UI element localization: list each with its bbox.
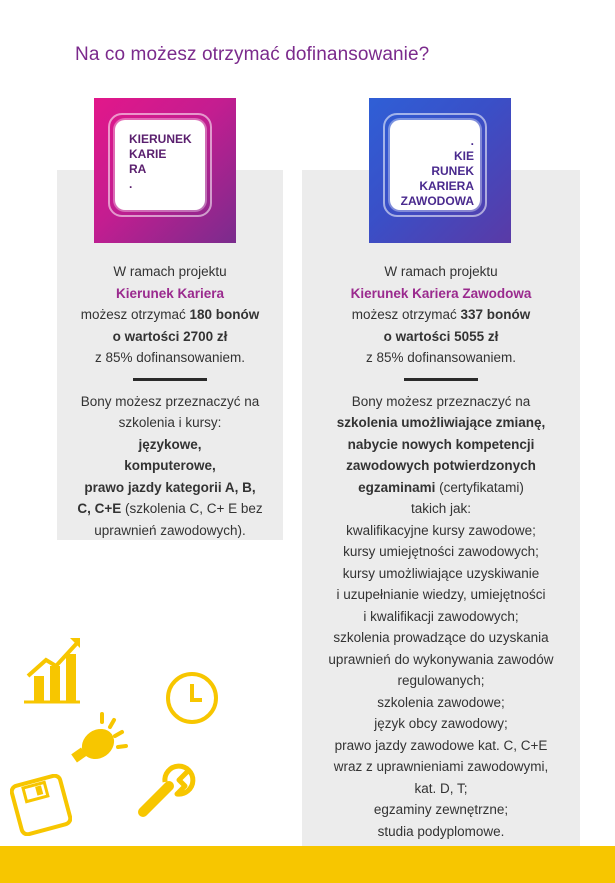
footer-band (0, 846, 615, 883)
divider (133, 378, 207, 381)
list-item: język obcy zawodowy; (374, 716, 508, 731)
list-item: i kwalifikacji zawodowych; (363, 608, 519, 624)
funding-text: z 85% dofinansowaniem. (365, 350, 517, 365)
list-item: i uzupełnianie wiedzy, umiejętności (336, 587, 546, 602)
logo-kierunek-kariera: KIERUNEK KARIE RA . (94, 98, 236, 243)
funding-text: z 85% dofinansowaniem. (94, 350, 246, 365)
card-kierunek-kariera-zawodowa: W ramach projektu Kierunek Kariera Zawodowa możesz otrzymać 337 bonów o wartości 5055 zł z 85% dofinansowaniem. Bony możesz przeznaczyć na szkolenia umożliwiające zmianę, nabycie nowych kompetencji zawodowych potwierdzonych egzaminami (certyfikatami) takich jak: kwalifikacyjne kursy zawodowe; kursy umiejętności zawodowych; kursy umożliwiające uzyskiwanie i uzupełnianie wiedzy, umiejętności i kwalifikacji zawodowych; szkolenia prowadzące do uzyskania uprawnień do wykonywania zawodów regulowanych; szkolenia zawodowe; język obcy zawodowy; prawo jazdy zawodowe kat. C, C+E wraz z uprawnieniami zawodowymi, kat. D, T; egzaminy zewnętrzne; studia podyplomowe. (302, 170, 580, 846)
list-item: studia podyplomowe. (377, 823, 505, 839)
list-item: kwalifikacyjne kursy zawodowe; (346, 522, 536, 538)
wrench-icon (135, 760, 197, 820)
clock-icon (164, 670, 220, 726)
list-item: kat. D, T; (414, 780, 468, 796)
project-name: Kierunek Kariera (115, 285, 225, 301)
list-item: językowe, (138, 436, 202, 452)
bonus-value: o wartości 2700 zł (112, 328, 228, 344)
list-item: komputerowe, (124, 458, 216, 473)
project-name: Kierunek Kariera Zawodowa (350, 285, 532, 301)
list-item: prawo jazdy kategorii A, B, (84, 479, 256, 495)
list-item: regulowanych; (397, 673, 485, 688)
intro-text: W ramach projektu (384, 264, 498, 279)
floppy-disk-icon (10, 774, 72, 836)
list-item: uprawnień do wykonywania zawodów (328, 651, 554, 667)
list-item: egzaminy zewnętrzne; (373, 802, 509, 817)
page-title: Na co możesz otrzymać dofinansowanie? (75, 44, 430, 65)
card-kierunek-kariera: W ramach projektu Kierunek Kariera możesz otrzymać 180 bonów o wartości 2700 zł z 85% dofinansowaniem. Bony możesz przeznaczyć na szkolenia i kursy: językowe, komputerowe, prawo jazdy kategorii A, B, C, C+E (szkolenia C, C+ E bez uprawnień zawodowych). (57, 170, 283, 540)
bar-chart-icon (20, 636, 82, 706)
bonus-count: 180 bonów (189, 307, 260, 322)
divider (404, 378, 478, 381)
bonus-value: o wartości 5055 zł (383, 328, 499, 344)
list-item: kursy umożliwiające uzyskiwanie (342, 565, 540, 581)
lightbulb-icon (68, 710, 134, 772)
list-item: szkolenia zawodowe; (377, 694, 505, 710)
list-item: kursy umiejętności zawodowych; (343, 544, 539, 559)
list-item: szkolenia prowadzące do uzyskania (333, 630, 549, 645)
bonus-count: 337 bonów (460, 307, 531, 322)
list-item: prawo jazdy zawodowe kat. C, C+E (334, 737, 548, 753)
list-item: wraz z uprawnieniami zawodowymi, (333, 759, 549, 774)
intro-text: W ramach projektu (113, 264, 227, 279)
logo-kierunek-kariera-zawodowa: . KIE RUNEK KARIERA ZAWODOWA (369, 98, 511, 243)
